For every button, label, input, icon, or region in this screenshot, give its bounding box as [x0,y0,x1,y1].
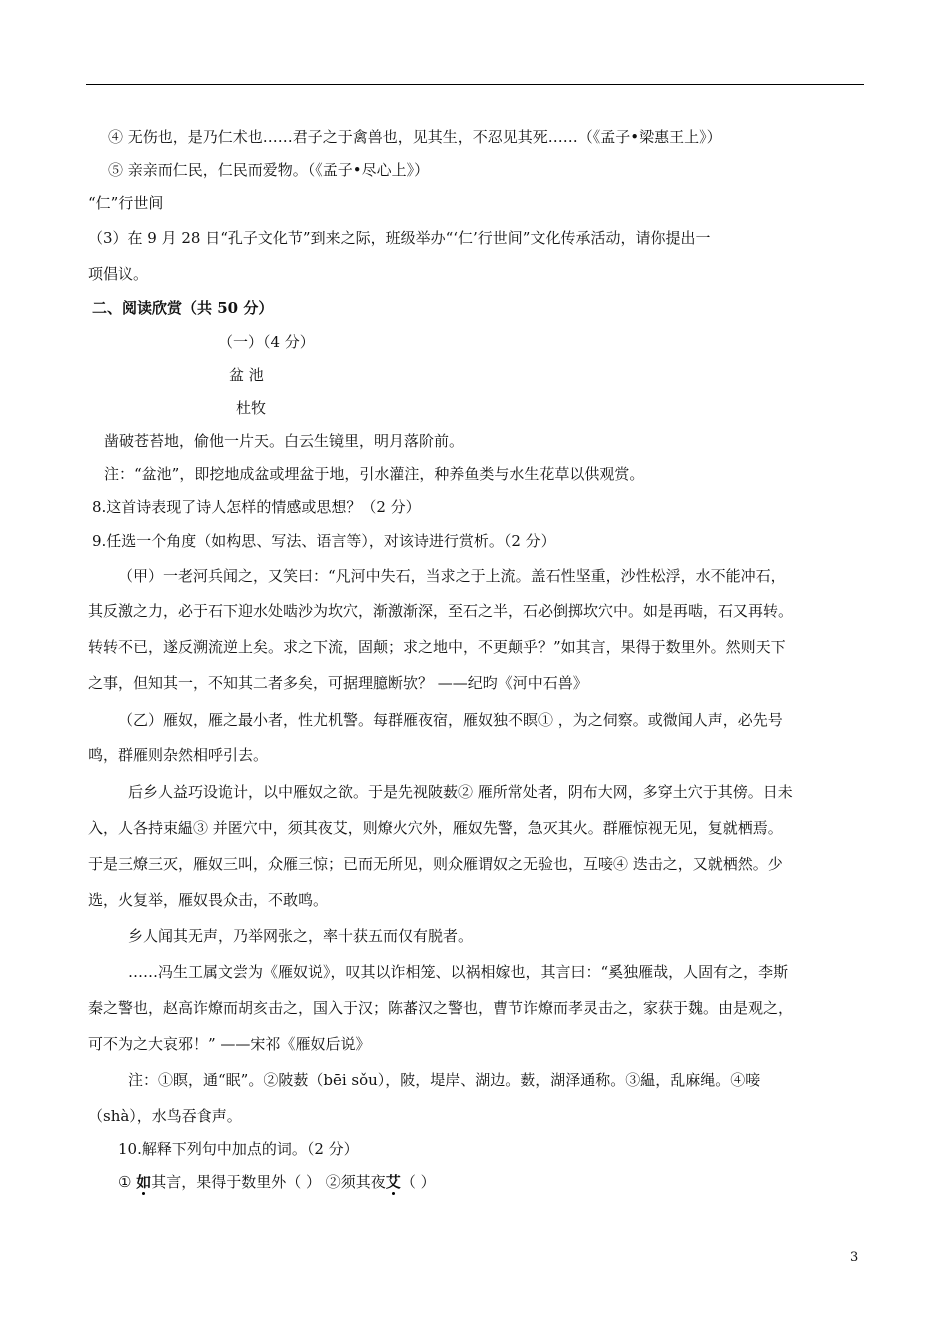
section-heading: 二、阅读欣赏（共 50 分） [92,299,274,317]
item-prefix: ②须其夜 [321,1173,386,1191]
passage-yi-line: ……冯生工属文尝为《雁奴说》，叹其以诈相笼、以祸相嫁也，其言曰：“奚独雁哉，人固有之，李斯 [128,963,789,981]
question-10-items [118,1172,436,1192]
passage-yi-line: 乡人闻其无声，乃举网张之，率十获五而仅有脱者。 [128,927,474,945]
passage-yi-line: 秦之警也，赵高诈燎而胡亥击之，国入于汉；陈蕃汉之警也，曹节诈燎而孝灵击之，家获于魏。由是观之， [88,999,794,1017]
poem-text: 凿破苍苔地，偷他一片天。白云生镜里，明月落阶前。 [104,432,465,450]
poem-note: 注：“盆池”，即挖地成盆或埋盆于地，引水灌注，种养鱼类与水生花草以供观赏。 [104,465,645,483]
passage-yi-line: 入，人各持束緼③ 并匿穴中，须其夜艾，则燎火穴外，雁奴先警，急灭其火。群雁惊视无见，复就栖焉。 [88,819,783,837]
passage-jia-line: 转转不已，遂反溯流逆上矣。求之下流，固颠；求之地中，不更颠乎？”如其言，果得于数里外。然则天下 [88,638,786,656]
passage-yi-line: 后乡人益巧设诡计，以中雁奴之欲。于是先视陂薮② 雁所常处者，阴布大网，多穿土穴于其傍。日未 [128,783,793,801]
passage-jia-line: 其反激之力，必于石下迎水处啮沙为坎穴，渐激渐深，至石之半，石必倒掷坎穴中。如是再啮，石又再转。 [88,602,794,620]
item-text: 其言，果得于数里外（ ） [151,1173,322,1191]
poem-author: 杜牧 [236,399,267,417]
question: 9.任选一个角度（如构思、写法、语言等），对该诗进行赏析。（2 分） [92,532,556,550]
section-heading: “仁”行世间 [88,194,164,212]
page-number: 3 [850,1250,859,1265]
dotted-word: 如 [136,1173,152,1191]
passage-yi-line: 可不为之大哀邪！” ——宋祁《雁奴后说》 [88,1035,371,1053]
passage-jia-line: 之事，但知其一，不知其二者多矣，可据理臆断欤？ ——纪昀《河中石兽》 [88,674,588,692]
text-line: ⑤ 亲亲而仁民，仁民而爱物。（《孟子•尽心上》） [108,161,430,179]
passage-yi-line: 于是三燎三灭，雁奴三叫，众雁三惊；已而无所见，则众雁谓奴之无验也，互唼④ 迭击之，又就栖然。少 [88,855,783,873]
dotted-word: 艾 [385,1173,401,1191]
text-line: （3）在 9 月 28 日“孔子文化节”到来之际，班级举办“‘仁’行世间”文化传承活动，请你提出一 [88,229,711,247]
question: 10.解释下列句中加点的词。（2 分） [118,1140,359,1158]
passage-yi-line: 选，火复举，雁奴畏众击，不敢鸣。 [88,891,329,909]
passage-jia-line: （甲）一老河兵闻之，又笑曰：“凡河中失石，当求之于上流。盖石性坚重，沙性松浮，水不能冲石， [118,567,786,585]
text-line: ④ 无伤也，是乃仁术也……君子之于禽兽也，见其生，不忍见其死……（《孟子•梁惠王上》） [108,128,722,146]
passage-yi-line: （乙）雁奴，雁之最小者，性尤机警。每群雁夜宿，雁奴独不瞑① ，为之伺察。或微闻人声，必先号 [118,711,783,729]
passage-note: （shà），水鸟吞食声。 [88,1107,242,1125]
passage-note: 注：①瞑，通“眠”。②陂薮（bēi sǒu），陂，堤岸、湖边。薮，湖泽通称。③緼，乱麻绳。④唼 [128,1071,761,1089]
poem-title: 盆 池 [229,366,264,384]
subsection-heading: （一）（4 分） [218,333,315,351]
item-text: （ ） [400,1173,436,1191]
item-prefix: ① [118,1173,137,1191]
passage-yi-line: 鸣，群雁则杂然相呼引去。 [88,746,269,764]
question: 8.这首诗表现了诗人怎样的情感或思想？（2 分） [92,498,421,516]
text-line: 项倡议。 [88,265,149,283]
header-rule [86,84,864,85]
